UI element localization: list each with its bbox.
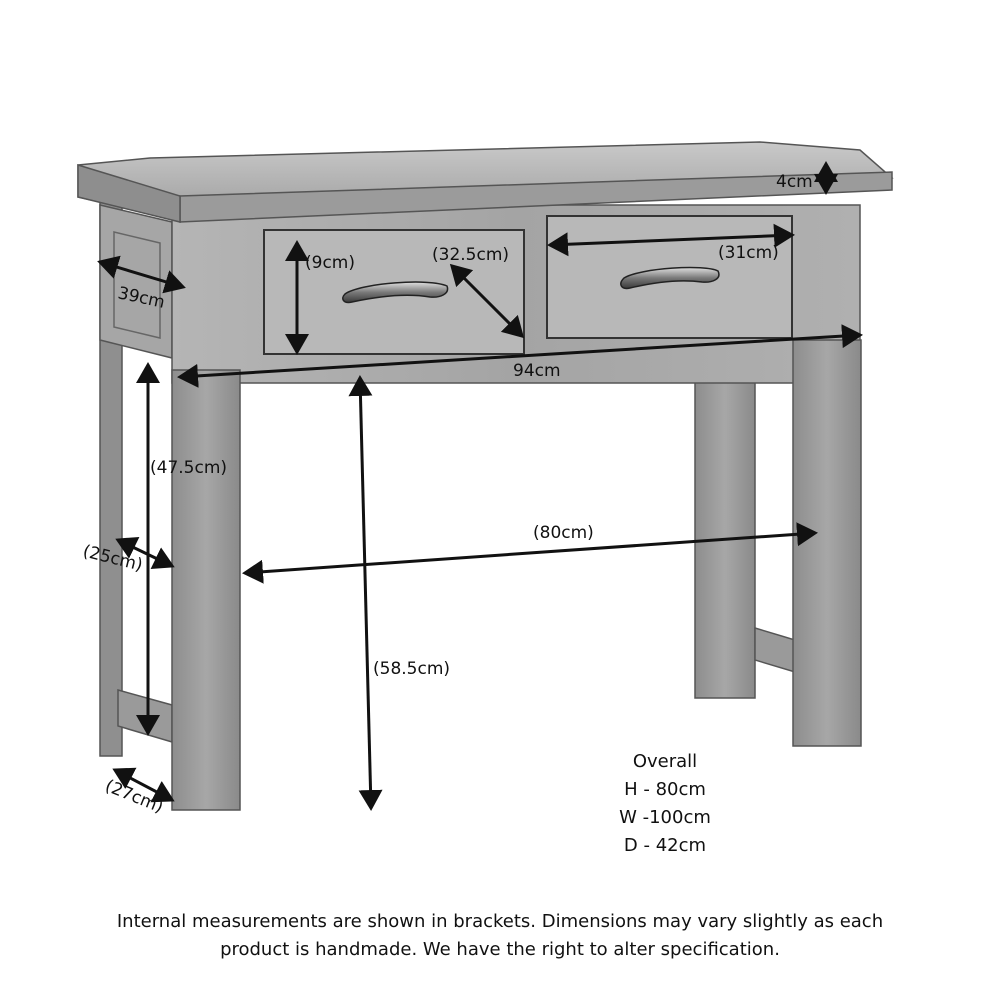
label-frame-width: 94cm (513, 361, 561, 381)
label-between-legs: (80cm) (533, 523, 594, 543)
label-side-inner-depth: (25cm) (80, 541, 145, 576)
label-side-depth: 39cm (115, 283, 167, 313)
front-right-leg (793, 340, 861, 746)
label-drawer-diagonal: (32.5cm) (432, 245, 510, 265)
front-left-leg (172, 370, 240, 810)
dim-line-under-clearance (360, 378, 371, 808)
overall-height: H - 80cm (624, 779, 706, 800)
label-drawer-height: (9cm) (305, 253, 355, 273)
overall-depth: D - 42cm (623, 835, 707, 856)
overall-dimensions (560, 748, 770, 860)
footnote-line-1: Internal measurements are shown in brackets. Dimensions may vary slightly as each (116, 911, 884, 932)
label-top-thickness: 4cm (776, 172, 813, 192)
back-right-leg (695, 350, 755, 698)
left-stretcher (118, 690, 172, 742)
label-drawer-width: (31cm) (718, 243, 779, 263)
overall-width: W -100cm (619, 807, 711, 828)
overall-heading: Overall (632, 751, 698, 772)
footnote-line-2: product is handmade. We have the right to alter specification. (220, 939, 780, 960)
label-leg-gap-height: (47.5cm) (150, 458, 228, 478)
label-under-clearance: (58.5cm) (373, 659, 451, 679)
label-leg-base-depth: (27cm) (102, 776, 167, 818)
footnote (60, 908, 940, 964)
right-stretcher (755, 628, 795, 672)
